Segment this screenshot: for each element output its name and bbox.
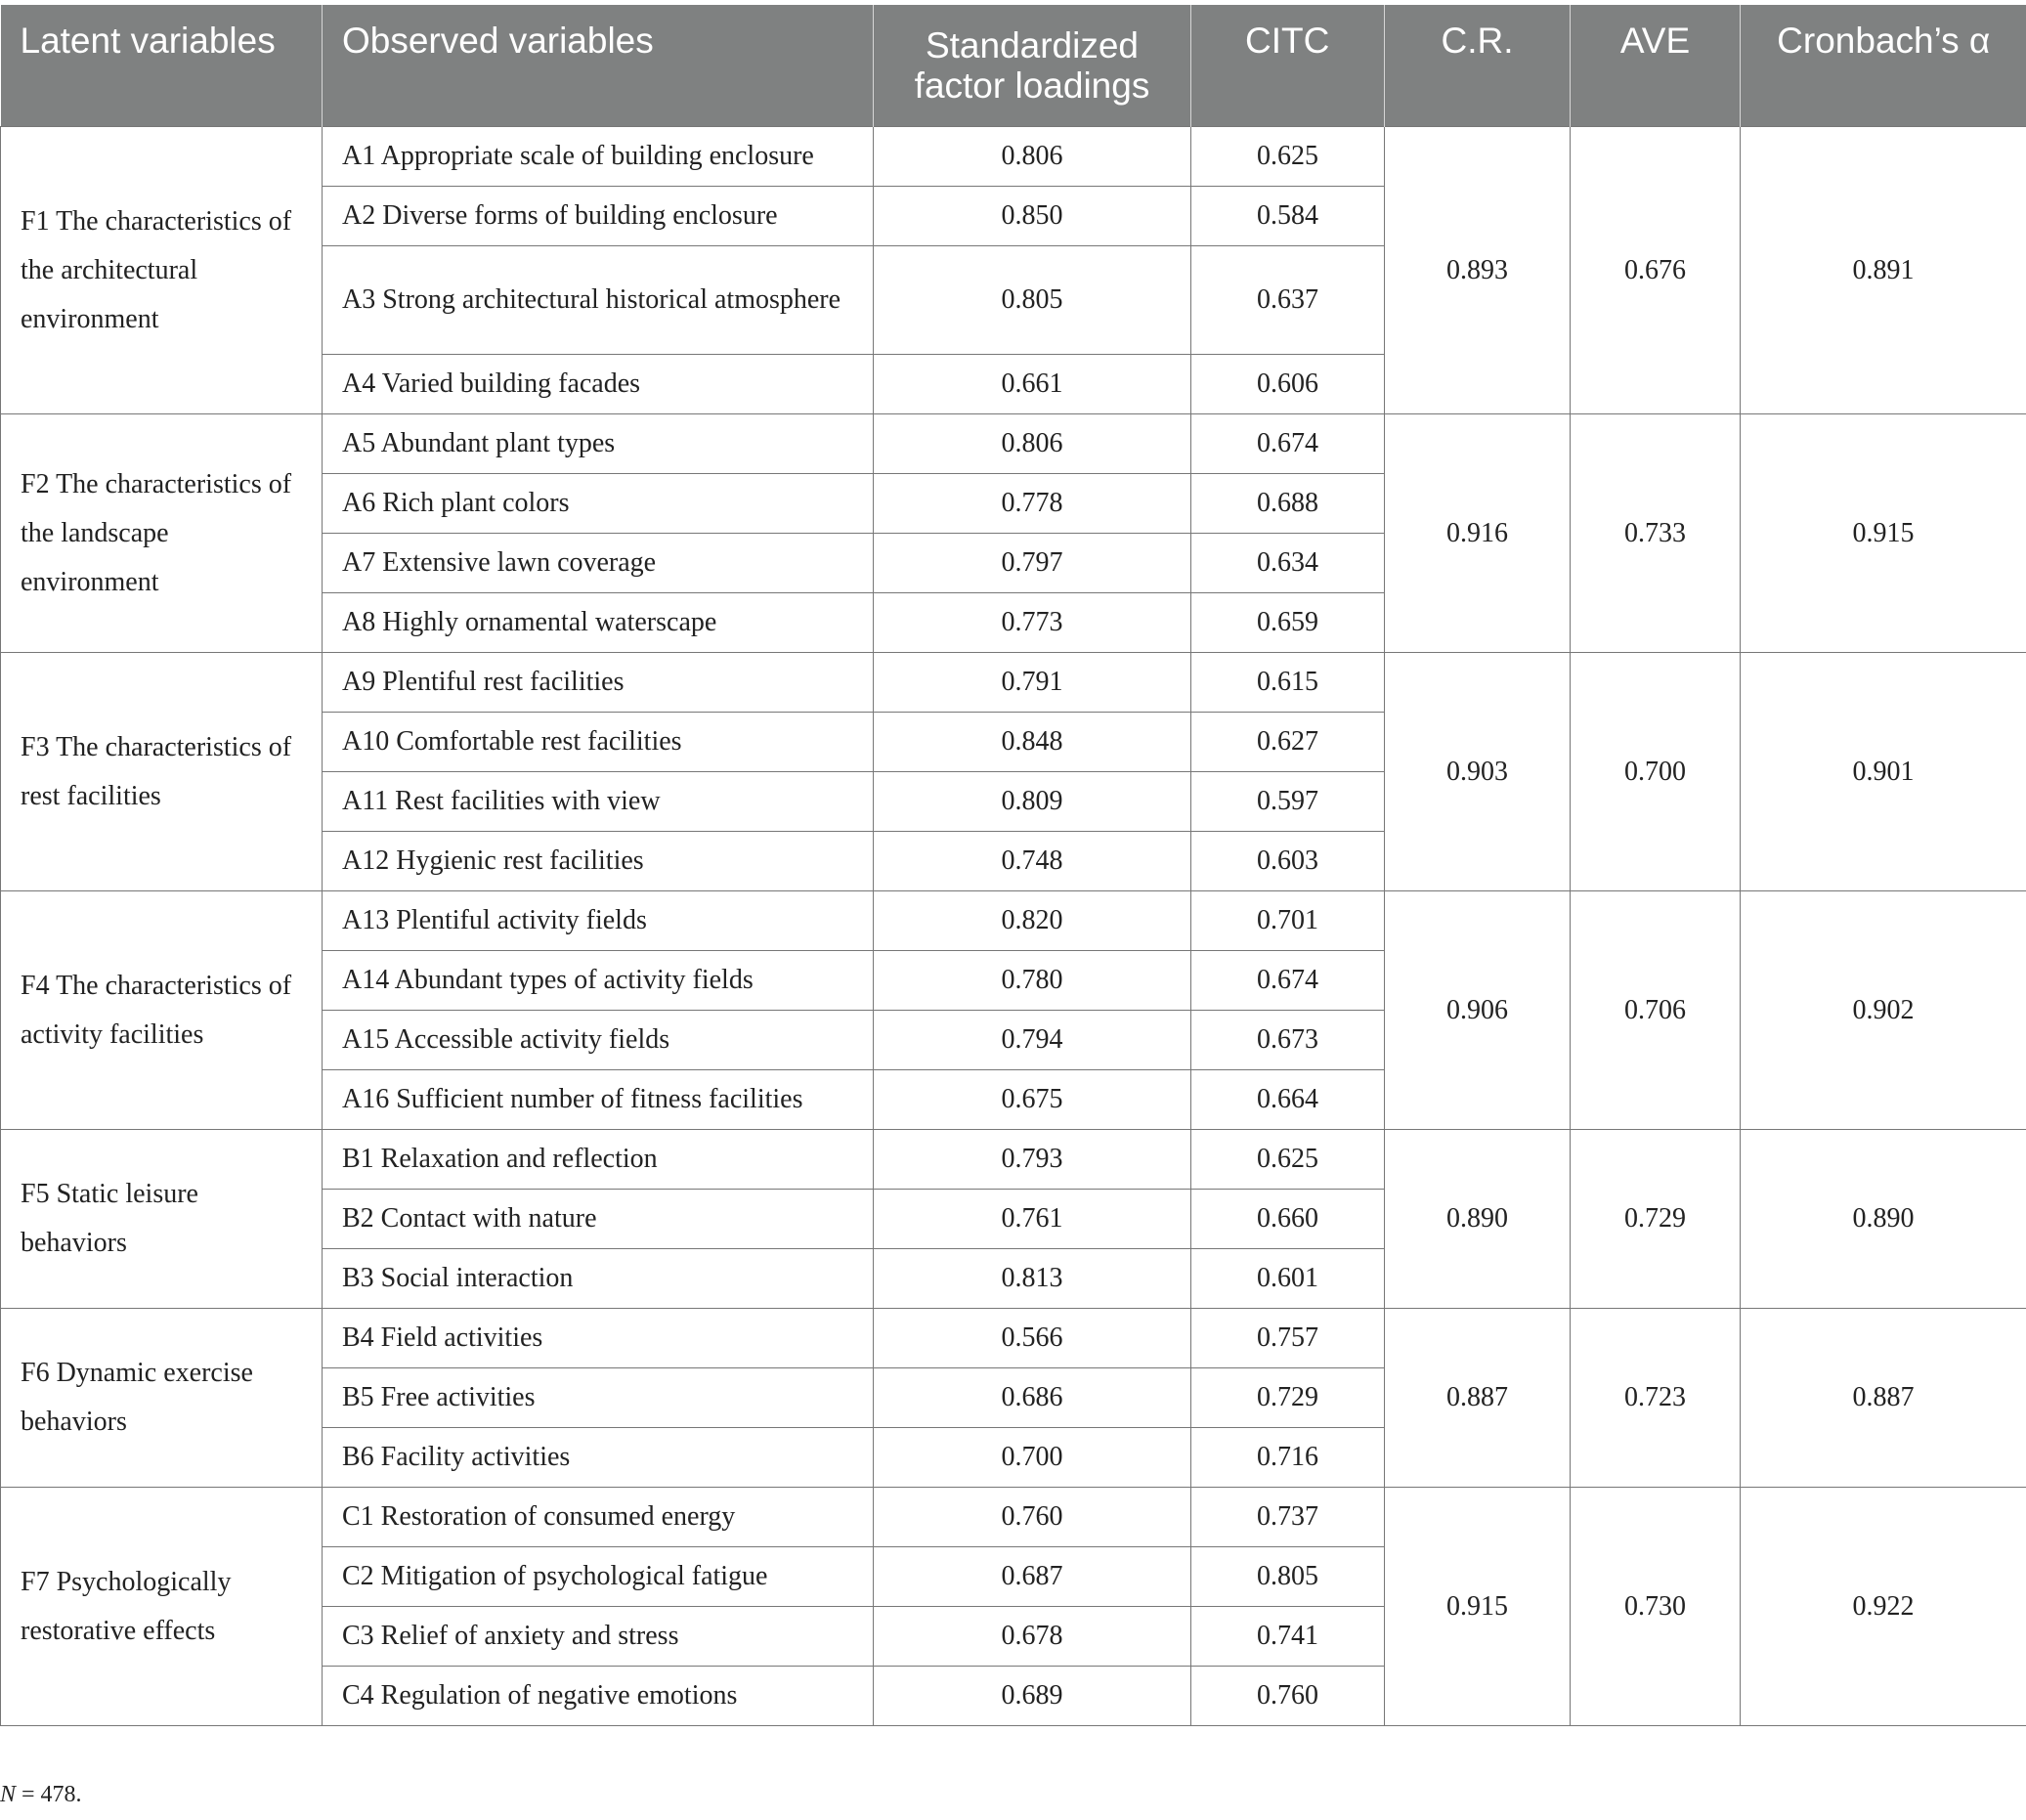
latent-variable-cell: F6 Dynamic exercise behaviors xyxy=(1,1309,323,1488)
observed-variable-cell: A6 Rich plant colors xyxy=(323,474,874,534)
factor-loading-cell: 0.809 xyxy=(874,772,1191,832)
factor-loading-cell: 0.805 xyxy=(874,246,1191,355)
factor-loading-cell: 0.797 xyxy=(874,534,1191,593)
factor-loading-cell: 0.773 xyxy=(874,593,1191,653)
citc-cell: 0.673 xyxy=(1191,1011,1385,1070)
factor-loading-cell: 0.778 xyxy=(874,474,1191,534)
alpha-cell: 0.890 xyxy=(1741,1130,2026,1309)
alpha-cell: 0.922 xyxy=(1741,1488,2026,1726)
table-note xyxy=(0,1782,82,1808)
citc-cell: 0.660 xyxy=(1191,1190,1385,1249)
citc-cell: 0.637 xyxy=(1191,246,1385,355)
factor-loading-cell: 0.678 xyxy=(874,1607,1191,1667)
alpha-cell: 0.891 xyxy=(1741,127,2026,414)
table-row xyxy=(1,1130,2026,1190)
alpha-cell: 0.901 xyxy=(1741,653,2026,891)
citc-cell: 0.688 xyxy=(1191,474,1385,534)
cr-cell: 0.915 xyxy=(1385,1488,1571,1726)
observed-variable-cell: A16 Sufficient number of fitness facilities xyxy=(323,1070,874,1130)
citc-cell: 0.716 xyxy=(1191,1428,1385,1488)
citc-cell: 0.674 xyxy=(1191,951,1385,1011)
cr-cell: 0.890 xyxy=(1385,1130,1571,1309)
ave-cell: 0.733 xyxy=(1571,414,1741,653)
observed-variable-cell: A1 Appropriate scale of building enclosure xyxy=(323,127,874,187)
table-row xyxy=(1,653,2026,713)
header-cr: C.R. xyxy=(1385,5,1571,127)
note-variable: N xyxy=(0,1782,17,1807)
citc-cell: 0.625 xyxy=(1191,1130,1385,1190)
citc-cell: 0.664 xyxy=(1191,1070,1385,1130)
ave-cell: 0.676 xyxy=(1571,127,1741,414)
results-table xyxy=(0,5,2026,1726)
citc-cell: 0.674 xyxy=(1191,414,1385,474)
cr-cell: 0.903 xyxy=(1385,653,1571,891)
observed-variable-cell: A9 Plentiful rest facilities xyxy=(323,653,874,713)
citc-cell: 0.741 xyxy=(1191,1607,1385,1667)
factor-loading-cell: 0.806 xyxy=(874,414,1191,474)
observed-variable-cell: A12 Hygienic rest facilities xyxy=(323,832,874,891)
factor-loading-cell: 0.687 xyxy=(874,1547,1191,1607)
citc-cell: 0.701 xyxy=(1191,891,1385,951)
observed-variable-cell: A5 Abundant plant types xyxy=(323,414,874,474)
factor-loading-cell: 0.813 xyxy=(874,1249,1191,1309)
factor-loading-cell: 0.848 xyxy=(874,713,1191,772)
alpha-cell: 0.887 xyxy=(1741,1309,2026,1488)
ave-cell: 0.723 xyxy=(1571,1309,1741,1488)
observed-variable-cell: A3 Strong architectural historical atmosphere xyxy=(323,246,874,355)
factor-loading-cell: 0.780 xyxy=(874,951,1191,1011)
observed-variable-cell: C4 Regulation of negative emotions xyxy=(323,1667,874,1726)
observed-variable-cell: A13 Plentiful activity fields xyxy=(323,891,874,951)
header-latent: Latent variables xyxy=(1,5,323,127)
factor-loading-cell: 0.794 xyxy=(874,1011,1191,1070)
observed-variable-cell: A14 Abundant types of activity fields xyxy=(323,951,874,1011)
header-ave: AVE xyxy=(1571,5,1741,127)
ave-cell: 0.729 xyxy=(1571,1130,1741,1309)
latent-variable-cell: F3 The characteristics of rest facilities xyxy=(1,653,323,891)
observed-variable-cell: B2 Contact with nature xyxy=(323,1190,874,1249)
citc-cell: 0.659 xyxy=(1191,593,1385,653)
header-loadings-line1: Standardized xyxy=(925,25,1140,65)
factor-loading-cell: 0.806 xyxy=(874,127,1191,187)
alpha-cell: 0.902 xyxy=(1741,891,2026,1130)
citc-cell: 0.601 xyxy=(1191,1249,1385,1309)
citc-cell: 0.597 xyxy=(1191,772,1385,832)
citc-cell: 0.757 xyxy=(1191,1309,1385,1368)
observed-variable-cell: A2 Diverse forms of building enclosure xyxy=(323,187,874,246)
header-alpha: Cronbach’s α xyxy=(1741,5,2026,127)
citc-cell: 0.603 xyxy=(1191,832,1385,891)
factor-loading-cell: 0.760 xyxy=(874,1488,1191,1547)
citc-cell: 0.760 xyxy=(1191,1667,1385,1726)
latent-variable-cell: F4 The characteristics of activity facilities xyxy=(1,891,323,1130)
observed-variable-cell: B6 Facility activities xyxy=(323,1428,874,1488)
citc-cell: 0.729 xyxy=(1191,1368,1385,1428)
observed-variable-cell: C1 Restoration of consumed energy xyxy=(323,1488,874,1547)
ave-cell: 0.706 xyxy=(1571,891,1741,1130)
factor-loading-cell: 0.689 xyxy=(874,1667,1191,1726)
observed-variable-cell: B1 Relaxation and reflection xyxy=(323,1130,874,1190)
citc-cell: 0.615 xyxy=(1191,653,1385,713)
observed-variable-cell: C3 Relief of anxiety and stress xyxy=(323,1607,874,1667)
citc-cell: 0.634 xyxy=(1191,534,1385,593)
factor-loading-cell: 0.661 xyxy=(874,355,1191,414)
factor-loading-cell: 0.820 xyxy=(874,891,1191,951)
table-row xyxy=(1,891,2026,951)
header-citc: CITC xyxy=(1191,5,1385,127)
latent-variable-cell: F7 Psychologically restorative effects xyxy=(1,1488,323,1726)
cr-cell: 0.893 xyxy=(1385,127,1571,414)
observed-variable-cell: B5 Free activities xyxy=(323,1368,874,1428)
latent-variable-cell: F5 Static leisure behaviors xyxy=(1,1130,323,1309)
latent-variable-cell: F1 The characteristics of the architectural environment xyxy=(1,127,323,414)
alpha-cell: 0.915 xyxy=(1741,414,2026,653)
table-row xyxy=(1,414,2026,474)
observed-variable-cell: A15 Accessible activity fields xyxy=(323,1011,874,1070)
ave-cell: 0.730 xyxy=(1571,1488,1741,1726)
ave-cell: 0.700 xyxy=(1571,653,1741,891)
cr-cell: 0.906 xyxy=(1385,891,1571,1130)
observed-variable-cell: A8 Highly ornamental waterscape xyxy=(323,593,874,653)
observed-variable-cell: B4 Field activities xyxy=(323,1309,874,1368)
observed-variable-cell: A11 Rest facilities with view xyxy=(323,772,874,832)
cr-cell: 0.887 xyxy=(1385,1309,1571,1488)
table-row xyxy=(1,127,2026,187)
table-header xyxy=(1,5,2026,127)
factor-loading-cell: 0.761 xyxy=(874,1190,1191,1249)
factor-loading-cell: 0.791 xyxy=(874,653,1191,713)
table-row xyxy=(1,1309,2026,1368)
observed-variable-cell: A7 Extensive lawn coverage xyxy=(323,534,874,593)
citc-cell: 0.805 xyxy=(1191,1547,1385,1607)
citc-cell: 0.625 xyxy=(1191,127,1385,187)
factor-loading-cell: 0.748 xyxy=(874,832,1191,891)
observed-variable-cell: A10 Comfortable rest facilities xyxy=(323,713,874,772)
citc-cell: 0.737 xyxy=(1191,1488,1385,1547)
header-loadings xyxy=(874,5,1191,127)
header-observed: Observed variables xyxy=(323,5,874,127)
cr-cell: 0.916 xyxy=(1385,414,1571,653)
observed-variable-cell: B3 Social interaction xyxy=(323,1249,874,1309)
note-text: = 478. xyxy=(16,1782,82,1807)
table-row xyxy=(1,1488,2026,1547)
observed-variable-cell: A4 Varied building facades xyxy=(323,355,874,414)
factor-loading-cell: 0.793 xyxy=(874,1130,1191,1190)
factor-loading-cell: 0.686 xyxy=(874,1368,1191,1428)
factor-loading-cell: 0.850 xyxy=(874,187,1191,246)
citc-cell: 0.627 xyxy=(1191,713,1385,772)
factor-loading-cell: 0.566 xyxy=(874,1309,1191,1368)
citc-cell: 0.584 xyxy=(1191,187,1385,246)
latent-variable-cell: F2 The characteristics of the landscape environment xyxy=(1,414,323,653)
factor-loading-cell: 0.675 xyxy=(874,1070,1191,1130)
header-loadings-line2: factor loadings xyxy=(914,65,1150,106)
table-body xyxy=(1,127,2026,1726)
factor-loading-cell: 0.700 xyxy=(874,1428,1191,1488)
citc-cell: 0.606 xyxy=(1191,355,1385,414)
observed-variable-cell: C2 Mitigation of psychological fatigue xyxy=(323,1547,874,1607)
